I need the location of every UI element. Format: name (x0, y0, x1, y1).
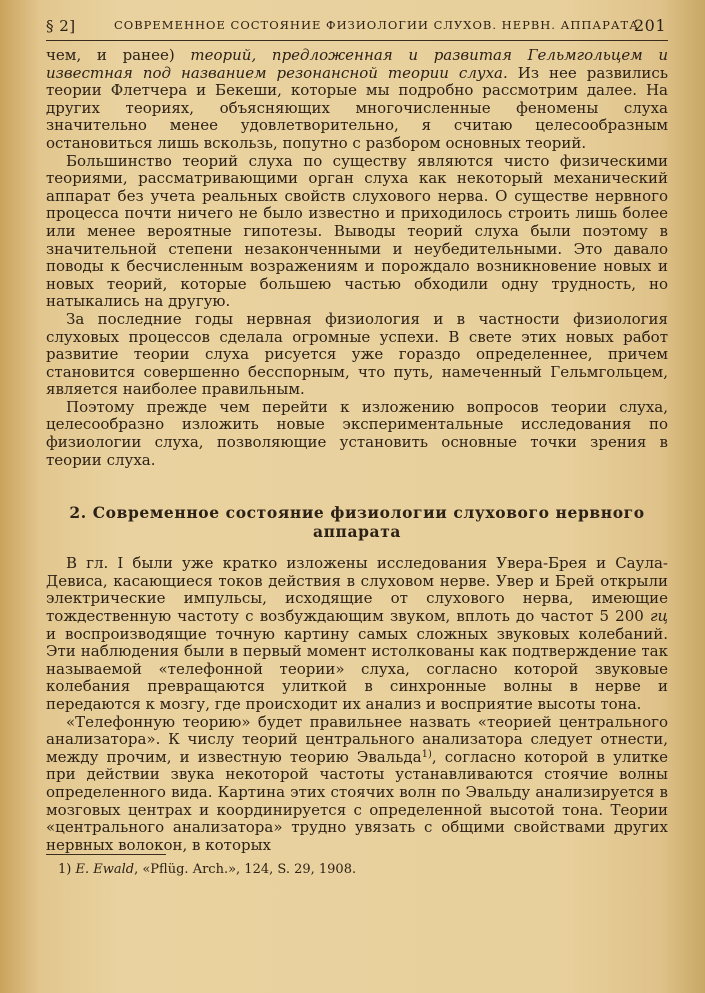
footnote-source: , «Pflüg. Arch.», 124, S. 29, 1908. (134, 862, 357, 877)
footnote-rule (46, 854, 166, 855)
p1-italic-phrase: теорий, предложенная и развитая Гельмгольцем и известная под названием резонансной теории слуха. (46, 46, 668, 82)
paragraph-3: За последние годы нервная физиология и в частности физиология слуховых процессов сделала огромные успехи. В свете этих новых работ развитие теории слуха рисуется уже гораздо определеннее, причем становится совершенно бесспорным, что путь, намеченный Гельмгольцем, является наиболее правильным. (46, 309, 668, 399)
section-heading: 2. Современное состояние физиологии слухового нервного аппарата (69, 503, 645, 542)
p1-text-end: Из нее развились теории Флетчера и Бекеши, которые мы подробно рассмотрим далее. На других теориях, объясняющих многочисленные феномены слуха значительно менее удовлетворительно, я считаю целесообразным остановиться лишь вскользь, попутно с разбором основных теорий. (46, 63, 668, 152)
paragraph-5 (46, 555, 668, 713)
paragraph-2: Большинство теорий слуха по существу являются чисто физическими теориями, рассматривающими орган слуха как некоторый механический аппарат без учета реальных свойств слухового нерва. О существе нервного процесса почти ничего не было известно и приходилось строить лишь более или менее вероятные гипотезы. Выводы теорий слуха были поэтому в значительной степени незаконченными и неубедительными. Это давало поводы к бесчисленным возражениям и порождало возникновение новых и новых теорий, которые большею частью обходили одну трудность, но натыкались на другую. (46, 151, 668, 311)
p5-unit: гц (649, 607, 668, 626)
running-title: СОВРЕМЕННОЕ СОСТОЯНИЕ ФИЗИОЛОГИИ СЛУХОВ. НЕРВН. АППАРАТА (114, 18, 639, 32)
section-marker: § 2] (46, 17, 76, 35)
paragraph-1 (46, 47, 668, 153)
running-header (46, 12, 668, 41)
footnote-author: E. Ewald (75, 862, 135, 877)
page-number: 201 (633, 16, 666, 35)
page-body (46, 47, 668, 854)
p1-text-start: чем, и ранее) (46, 46, 191, 64)
footnote (58, 862, 658, 878)
p5-text-end: и воспроизводящие точную картину самых сложных звуковых колебаний. Эти наблюдения были в первый момент истолкованы как подтверждение так называемой «телефонной теории» слуха, согласно которой звуковые колебания превращаются улиткой в синхронные волны в нерве и передаются к мозгу, где происходит их анализ и восприятие высоты тона. (46, 624, 668, 713)
footnote-ref: 1) (421, 748, 432, 760)
paragraph-6 (46, 714, 668, 855)
paragraph-4: Поэтому прежде чем перейти к изложению вопросов теории слуха, целесообразно изложить новые экспериментальные исследования по физиологии слуха, позволяющие установить основные точки зрения в теории слуха. (46, 397, 668, 469)
p6-text-start: «Телефонную теорию» будет правильнее назвать «теорией центрального анализатора». К числу теорий центрального анализатора следует отнести, между прочим, и известную теорию Эвальда (46, 712, 668, 766)
footnote-mark: 1) (58, 862, 72, 877)
p5-text-start: В гл. I были уже кратко изложены исследования Увера-Брея и Саула-Девиса, касающиеся токов действия в слуховом нерве. Увер и Брей открыли электрические импульсы, исходящие от слухового нерва, имеющие тождественную частоту с возбуждающим звуком, вплоть до частот 5 200 (46, 554, 668, 626)
p6-text-end: , согласно которой в улитке при действии звука некоторой частоты устанавливаются стоячие волны определенного вида. Картина этих стоячих волн по Эвальду анализируется в мозговых центрах и координируется с определенной высотой тона. Теории «центрального анализатора» трудно увязать с общими свойствами других нервных волокон, в которых (46, 747, 668, 854)
